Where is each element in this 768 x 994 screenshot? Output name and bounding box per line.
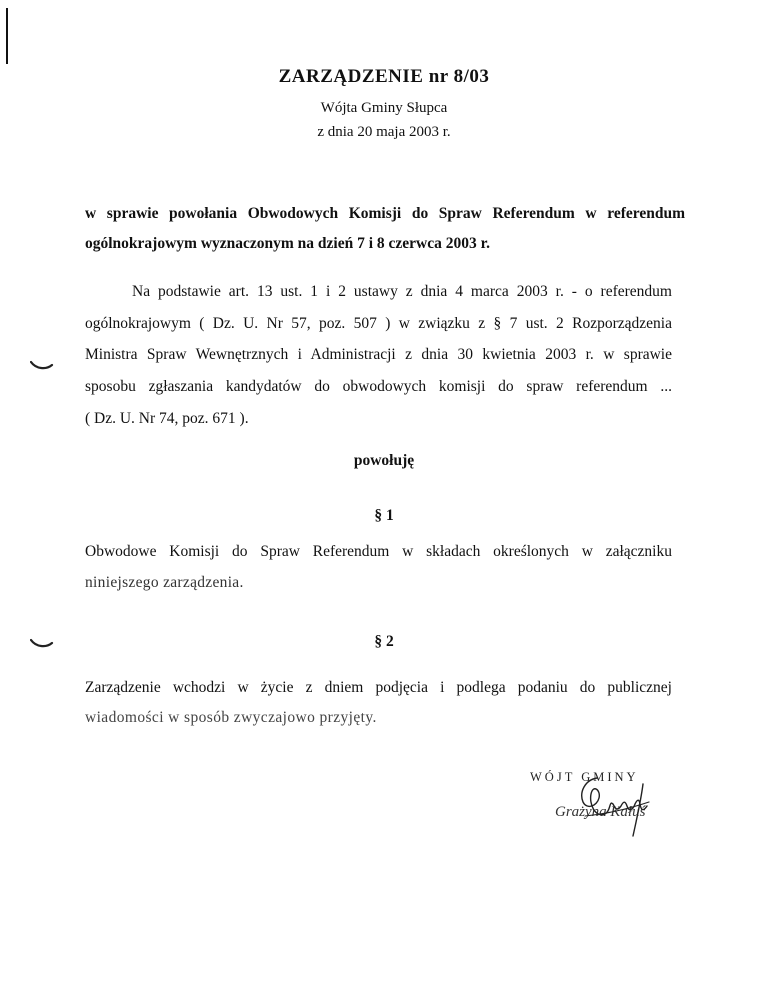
date-line: z dnia 20 maja 2003 r.: [317, 124, 451, 140]
margin-mark: [30, 638, 54, 652]
section-2-line-1: Zarządzenie wchodzi w życie z dniem podjęcia i podlega podaniu do publicznej: [85, 679, 672, 696]
subject-line-2: ogólnokrajowym wyznaczonym na dzień 7 i 8 czerwca 2003 r.: [85, 235, 490, 252]
scan-margin-line: [6, 8, 8, 64]
section-1-line-2: niniejszego zarządzenia.: [85, 574, 244, 591]
preamble-line-3: Ministra Spraw Wewnętrznych i Administracji z dnia 30 kwietnia 2003 r. w sprawie: [85, 346, 672, 363]
subject-line-1: w sprawie powołania Obwodowych Komisji do Spraw Referendum w referendum: [85, 205, 685, 222]
section-heading-1: § 1: [374, 507, 394, 524]
preamble-line-2: ogólnokrajowym ( Dz. U. Nr 57, poz. 507 ) w związku z § 7 ust. 2 Rozporządzenia: [85, 315, 672, 332]
document-title: ZARZĄDZENIE nr 8/03: [278, 66, 490, 87]
section-1-line-1: Obwodowe Komisji do Spraw Referendum w składach określonych w załączniku: [85, 543, 672, 560]
issuer-line: Wójta Gminy Słupca: [320, 100, 448, 116]
section-heading-2: § 2: [374, 633, 394, 650]
preamble-line-4: sposobu zgłaszania kandydatów do obwodowych komisji do spraw referendum ...: [85, 378, 672, 395]
handwritten-signature: [545, 770, 685, 840]
signature-stamp-title: WÓJT GMINY: [530, 770, 639, 784]
preamble-line-1: Na podstawie art. 13 ust. 1 i 2 ustawy z dnia 4 marca 2003 r. - o referendum: [132, 283, 672, 300]
decision-word: powołuję: [353, 452, 415, 469]
signature-stamp-name: Grażyna Kałuś: [555, 804, 646, 820]
section-2-line-2: wiadomości w sposób zwyczajowo przyjęty.: [85, 709, 377, 726]
margin-mark: [30, 360, 54, 374]
preamble-line-5: ( Dz. U. Nr 74, poz. 671 ).: [85, 410, 249, 427]
